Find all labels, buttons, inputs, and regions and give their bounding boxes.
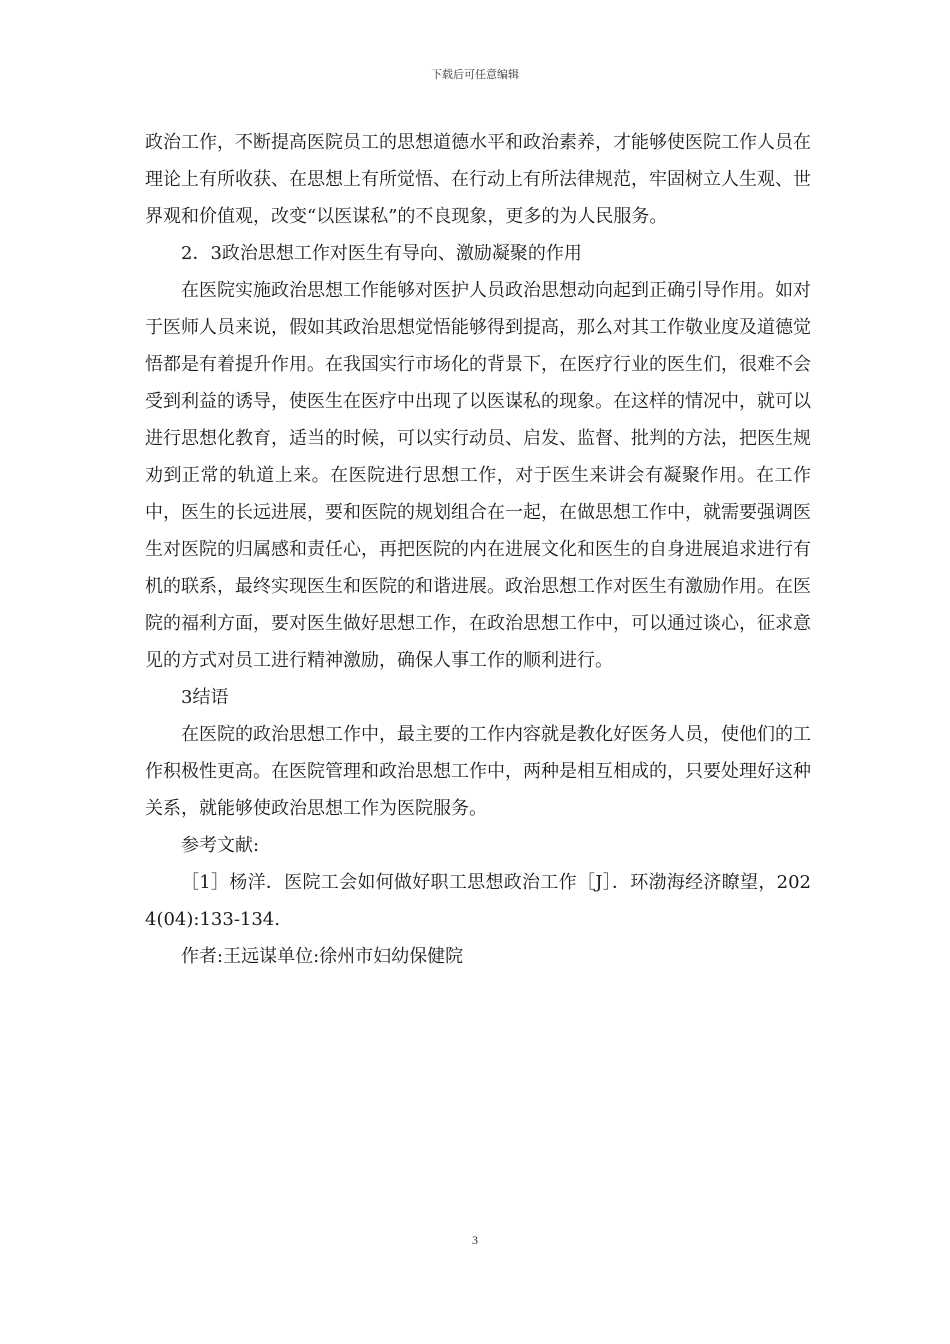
references-heading: 参考文献: [181,835,260,856]
author-line: 作者:王远谋单位:徐州市妇幼保健院 [181,946,464,967]
reference-item: ［1］杨洋．医院工会如何做好职工思想政治工作［J］．环渤海经济瞭望，2024(04):133-134. [145,872,811,930]
document-body [145,124,811,975]
section-heading-2-3: 2．3政治思想工作对医生有导向、激励凝聚的作用 [181,243,582,264]
section-heading-3: 3结语 [181,687,229,708]
page-number: 3 [472,1233,478,1247]
page-header: 下载后可任意编辑 [431,68,519,81]
paragraph-continued: 政治工作，不断提高医院员工的思想道德水平和政治素养，才能够使医院工作人员在理论上有所收获、在思想上有所觉悟、在行动上有所法律规范，牢固树立人生观、世界观和价值观，改变“以医谋私”的不良现象，更多的为人民服务。 [145,132,811,227]
paragraph-section-2-3: 在医院实施政治思想工作能够对医护人员政治思想动向起到正确引导作用。如对于医师人员来说，假如其政治思想觉悟能够得到提高，那么对其工作敬业度及道德觉悟都是有着提升作用。在我国实行市场化的背景下，在医疗行业的医生们，很难不会受到利益的诱导，使医生在医疗中出现了以医谋私的现象。在这样的情况中，就可以进行思想化教育，适当的时候，可以实行动员、启发、监督、批判的方法，把医生规劝到正常的轨道上来。在医院进行思想工作，对于医生来讲会有凝聚作用。在工作中，医生的长远进展，要和医院的规划组合在一起，在做思想工作中，就需要强调医生对医院的归属感和责任心，再把医院的内在进展文化和医生的自身进展追求进行有机的联系，最终实现医生和医院的和谐进展。政治思想工作对医生有激励作用。在医院的福利方面，要对医生做好思想工作，在政治思想工作中，可以通过谈心，征求意见的方式对员工进行精神激励，确保人事工作的顺利进行。 [145,280,811,671]
paragraph-section-3: 在医院的政治思想工作中，最主要的工作内容就是教化好医务人员，使他们的工作积极性更高。在医院管理和政治思想工作中，两种是相互相成的，只要处理好这种关系，就能够使政治思想工作为医院服务。 [145,724,811,819]
